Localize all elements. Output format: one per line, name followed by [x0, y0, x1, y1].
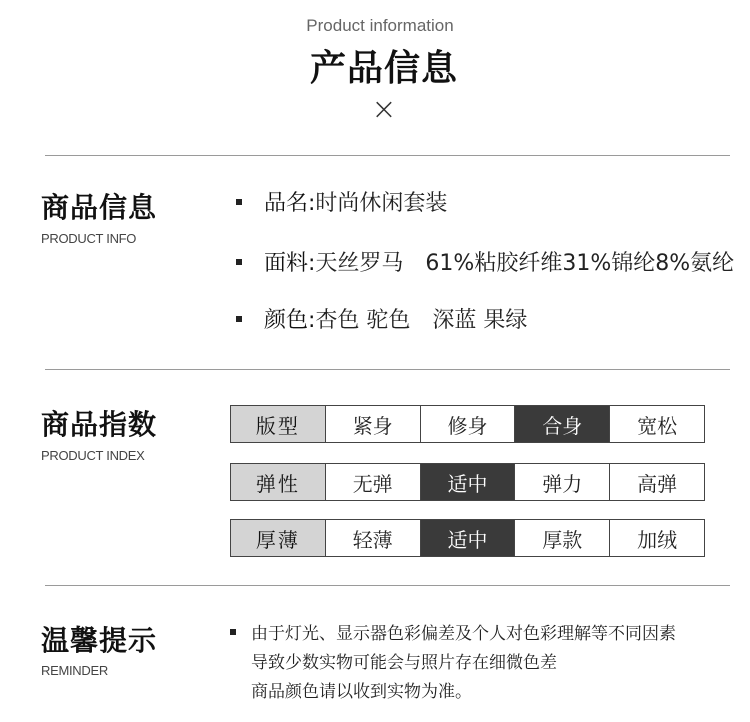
divider — [45, 369, 730, 370]
index-option: 厚款 — [514, 520, 609, 556]
info-label: 颜色: — [264, 308, 316, 333]
index-option: 高弹 — [609, 464, 704, 500]
info-row-fabric — [236, 246, 734, 277]
bullet-icon — [236, 316, 242, 322]
info-section-subtitle: PRODUCT INFO — [41, 231, 137, 246]
info-row-color — [236, 303, 527, 334]
index-option-selected: 适中 — [420, 464, 515, 500]
bullet-icon — [236, 199, 242, 205]
index-option: 修身 — [420, 406, 515, 442]
bullet-icon — [230, 629, 236, 635]
index-option: 加绒 — [609, 520, 704, 556]
info-value: 天丝罗马 61%粘胶纤维31%锦纶8%氨纶 — [315, 251, 735, 276]
bullet-icon — [236, 259, 242, 265]
reminder-line: 导致少数实物可能会与照片存在细微色差 — [251, 653, 557, 673]
reminder-section-title: 温馨提示 — [41, 624, 158, 657]
reminder-section-subtitle: REMINDER — [41, 663, 108, 678]
divider — [45, 155, 730, 156]
index-option-selected: 适中 — [420, 520, 515, 556]
index-section-subtitle: PRODUCT INDEX — [41, 448, 145, 463]
index-option: 紧身 — [325, 406, 420, 442]
index-option: 轻薄 — [325, 520, 420, 556]
index-row-elasticity — [230, 463, 705, 501]
page-title: 产品信息 — [309, 48, 458, 89]
info-value: 杏色 驼色 深蓝 果绿 — [315, 308, 528, 333]
index-option: 宽松 — [609, 406, 704, 442]
index-row-head: 厚薄 — [231, 520, 325, 556]
index-option-selected: 合身 — [514, 406, 609, 442]
info-section-title: 商品信息 — [41, 191, 158, 224]
reminder-line: 商品颜色请以收到实物为准。 — [251, 682, 472, 702]
index-option: 弹力 — [514, 464, 609, 500]
index-row-head: 弹性 — [231, 464, 325, 500]
index-option: 无弹 — [325, 464, 420, 500]
close-icon: × — [371, 92, 397, 127]
reminder-line-text: 由于灯光、显示器色彩偏差及个人对色彩理解等不同因素 — [251, 624, 676, 644]
reminder-text — [230, 620, 676, 707]
divider — [45, 585, 730, 586]
info-label: 品名: — [264, 191, 316, 216]
info-row-name — [236, 186, 447, 217]
reminder-line — [230, 620, 676, 649]
index-row-thickness — [230, 519, 705, 557]
index-section-title: 商品指数 — [41, 408, 158, 441]
index-row-head: 版型 — [231, 406, 325, 442]
index-row-fit — [230, 405, 705, 443]
info-label: 面料: — [264, 251, 316, 276]
info-value: 时尚休闲套装 — [315, 191, 448, 216]
header-subtitle: Product information — [306, 16, 454, 35]
